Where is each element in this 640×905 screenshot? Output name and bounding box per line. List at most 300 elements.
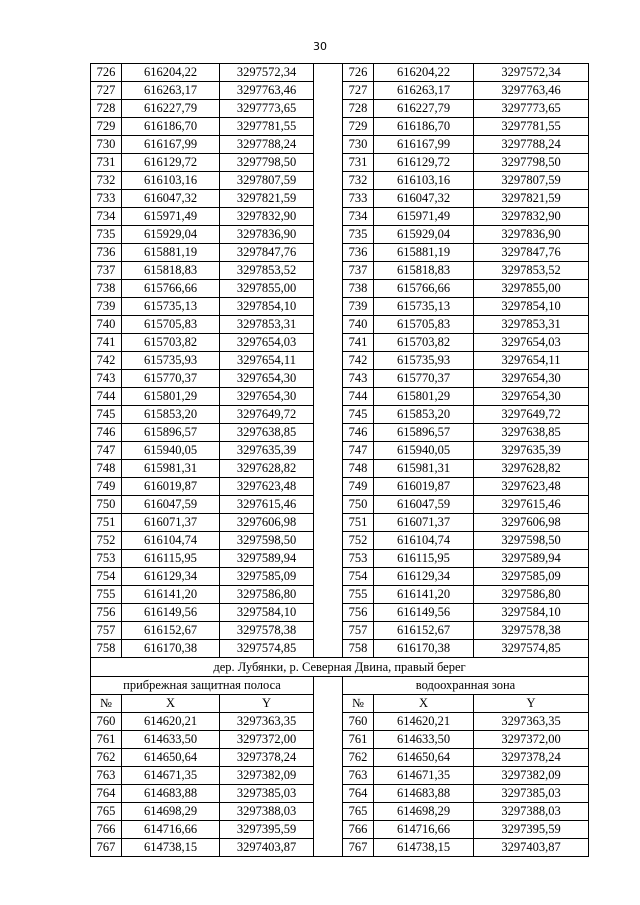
x-coordinate-right: 614683,88	[374, 785, 474, 803]
x-coordinate-right: 616019,87	[374, 478, 474, 496]
table-row	[91, 622, 589, 640]
point-number-right: 729	[343, 118, 374, 136]
column-gap	[314, 731, 343, 749]
x-coordinate-left: 616263,17	[122, 82, 220, 100]
x-coordinate-right: 615735,13	[374, 298, 474, 316]
x-coordinate-right: 615735,93	[374, 352, 474, 370]
point-number-left: 730	[91, 136, 122, 154]
coordinates-table	[90, 63, 589, 857]
point-number-right: 727	[343, 82, 374, 100]
column-gap	[314, 821, 343, 839]
y-coordinate-right: 3297598,50	[474, 532, 589, 550]
y-coordinate-right: 3297788,24	[474, 136, 589, 154]
x-coordinate-left: 615735,13	[122, 298, 220, 316]
y-coordinate-left: 3297372,00	[220, 731, 314, 749]
x-coordinate-left: 615801,29	[122, 388, 220, 406]
table-row	[91, 514, 589, 532]
column-gap	[314, 496, 343, 514]
x-coordinate-left: 615853,20	[122, 406, 220, 424]
point-number-right: 732	[343, 172, 374, 190]
point-number-left: 762	[91, 749, 122, 767]
y-coordinate-right: 3297623,48	[474, 478, 589, 496]
y-coordinate-left: 3297385,03	[220, 785, 314, 803]
point-number-left: 729	[91, 118, 122, 136]
y-coordinate-right: 3297798,50	[474, 154, 589, 172]
point-number-left: 733	[91, 190, 122, 208]
point-number-left: 738	[91, 280, 122, 298]
y-coordinate-right: 3297853,52	[474, 262, 589, 280]
y-coordinate-left: 3297606,98	[220, 514, 314, 532]
x-coordinate-right: 614698,29	[374, 803, 474, 821]
y-coordinate-left: 3297378,24	[220, 749, 314, 767]
page-number: 30	[313, 40, 327, 53]
point-number-left: 754	[91, 568, 122, 586]
x-coordinate-right: 616129,72	[374, 154, 474, 172]
y-coordinate-left: 3297763,46	[220, 82, 314, 100]
x-coordinate-left: 615735,93	[122, 352, 220, 370]
table-row	[91, 406, 589, 424]
table-row	[91, 208, 589, 226]
point-number-right: 754	[343, 568, 374, 586]
point-number-left: 727	[91, 82, 122, 100]
x-coordinate-left: 614671,35	[122, 767, 220, 785]
point-number-right: 741	[343, 334, 374, 352]
y-coordinate-right: 3297615,46	[474, 496, 589, 514]
y-coordinate-left: 3297578,38	[220, 622, 314, 640]
x-coordinate-right: 616263,17	[374, 82, 474, 100]
y-coordinate-right: 3297395,59	[474, 821, 589, 839]
y-coordinate-right: 3297385,03	[474, 785, 589, 803]
column-gap	[314, 208, 343, 226]
y-coordinate-left: 3297853,31	[220, 316, 314, 334]
x-coordinate-left: 616204,22	[122, 64, 220, 82]
header-x-right: X	[374, 695, 474, 713]
point-number-right: 756	[343, 604, 374, 622]
point-number-right: 736	[343, 244, 374, 262]
table-row	[91, 586, 589, 604]
header-x-left: X	[122, 695, 220, 713]
table-row	[91, 244, 589, 262]
table-row	[91, 568, 589, 586]
column-gap	[314, 677, 343, 695]
point-number-right: 762	[343, 749, 374, 767]
point-number-right: 760	[343, 713, 374, 731]
y-coordinate-right: 3297628,82	[474, 460, 589, 478]
y-coordinate-left: 3297847,76	[220, 244, 314, 262]
point-number-left: 751	[91, 514, 122, 532]
y-coordinate-right: 3297763,46	[474, 82, 589, 100]
point-number-right: 750	[343, 496, 374, 514]
table-row	[91, 352, 589, 370]
point-number-right: 742	[343, 352, 374, 370]
x-coordinate-left: 616104,74	[122, 532, 220, 550]
y-coordinate-left: 3297781,55	[220, 118, 314, 136]
point-number-right: 731	[343, 154, 374, 172]
table-row	[91, 821, 589, 839]
table-row	[91, 154, 589, 172]
x-coordinate-right: 616129,34	[374, 568, 474, 586]
x-coordinate-left: 614650,64	[122, 749, 220, 767]
x-coordinate-left: 616227,79	[122, 100, 220, 118]
x-coordinate-left: 615818,83	[122, 262, 220, 280]
y-coordinate-right: 3297574,85	[474, 640, 589, 658]
header-y-right: Y	[474, 695, 589, 713]
column-gap	[314, 298, 343, 316]
point-number-left: 745	[91, 406, 122, 424]
x-coordinate-left: 616071,37	[122, 514, 220, 532]
x-coordinate-left: 616019,87	[122, 478, 220, 496]
column-gap	[314, 803, 343, 821]
y-coordinate-left: 3297773,65	[220, 100, 314, 118]
table-row	[91, 731, 589, 749]
table-row	[91, 262, 589, 280]
table-row	[91, 82, 589, 100]
y-coordinate-right: 3297654,03	[474, 334, 589, 352]
column-gap	[314, 280, 343, 298]
x-coordinate-right: 616071,37	[374, 514, 474, 532]
header-num-left: №	[91, 695, 122, 713]
right-zone-title: водоохранная зона	[343, 677, 589, 695]
column-gap	[314, 568, 343, 586]
table-row	[91, 424, 589, 442]
table-row	[91, 604, 589, 622]
point-number-right: 744	[343, 388, 374, 406]
table-part-1	[91, 64, 589, 658]
table-row	[91, 370, 589, 388]
x-coordinate-right: 614620,21	[374, 713, 474, 731]
point-number-left: 728	[91, 100, 122, 118]
x-coordinate-right: 615853,20	[374, 406, 474, 424]
column-gap	[314, 622, 343, 640]
x-coordinate-right: 614738,15	[374, 839, 474, 857]
column-gap	[314, 316, 343, 334]
point-number-right: 743	[343, 370, 374, 388]
point-number-right: 765	[343, 803, 374, 821]
column-gap	[314, 713, 343, 731]
y-coordinate-left: 3297654,11	[220, 352, 314, 370]
x-coordinate-right: 615881,19	[374, 244, 474, 262]
table-row	[91, 442, 589, 460]
y-coordinate-left: 3297836,90	[220, 226, 314, 244]
x-coordinate-left: 615896,57	[122, 424, 220, 442]
table-row	[91, 460, 589, 478]
table-row	[91, 388, 589, 406]
column-gap	[314, 334, 343, 352]
point-number-left: 726	[91, 64, 122, 82]
y-coordinate-right: 3297378,24	[474, 749, 589, 767]
point-number-right: 751	[343, 514, 374, 532]
column-gap	[314, 767, 343, 785]
y-coordinate-left: 3297395,59	[220, 821, 314, 839]
column-gap	[314, 424, 343, 442]
column-gap	[314, 226, 343, 244]
point-number-right: 767	[343, 839, 374, 857]
table-row	[91, 532, 589, 550]
x-coordinate-right: 615981,31	[374, 460, 474, 478]
point-number-left: 757	[91, 622, 122, 640]
column-gap	[314, 118, 343, 136]
y-coordinate-left: 3297855,00	[220, 280, 314, 298]
y-coordinate-right: 3297821,59	[474, 190, 589, 208]
x-coordinate-right: 615703,82	[374, 334, 474, 352]
y-coordinate-right: 3297589,94	[474, 550, 589, 568]
y-coordinate-left: 3297382,09	[220, 767, 314, 785]
column-gap	[314, 478, 343, 496]
x-coordinate-left: 616170,38	[122, 640, 220, 658]
x-coordinate-right: 616141,20	[374, 586, 474, 604]
x-coordinate-right: 616204,22	[374, 64, 474, 82]
table-row	[91, 713, 589, 731]
x-coordinate-left: 615770,37	[122, 370, 220, 388]
y-coordinate-right: 3297807,59	[474, 172, 589, 190]
point-number-left: 755	[91, 586, 122, 604]
column-gap	[314, 154, 343, 172]
table-row	[91, 100, 589, 118]
y-coordinate-right: 3297372,00	[474, 731, 589, 749]
table-row	[91, 172, 589, 190]
table-row	[91, 478, 589, 496]
point-number-right: 745	[343, 406, 374, 424]
x-coordinate-left: 616186,70	[122, 118, 220, 136]
x-coordinate-right: 614633,50	[374, 731, 474, 749]
y-coordinate-right: 3297586,80	[474, 586, 589, 604]
column-gap	[314, 352, 343, 370]
x-coordinate-left: 616115,95	[122, 550, 220, 568]
point-number-right: 735	[343, 226, 374, 244]
y-coordinate-left: 3297363,35	[220, 713, 314, 731]
y-coordinate-left: 3297615,46	[220, 496, 314, 514]
y-coordinate-left: 3297584,10	[220, 604, 314, 622]
column-gap	[314, 749, 343, 767]
column-gap	[314, 190, 343, 208]
y-coordinate-left: 3297853,52	[220, 262, 314, 280]
y-coordinate-left: 3297821,59	[220, 190, 314, 208]
table-row	[91, 64, 589, 82]
point-number-left: 746	[91, 424, 122, 442]
x-coordinate-left: 614683,88	[122, 785, 220, 803]
table-row	[91, 496, 589, 514]
point-number-right: 748	[343, 460, 374, 478]
point-number-left: 767	[91, 839, 122, 857]
x-coordinate-left: 616129,34	[122, 568, 220, 586]
point-number-left: 731	[91, 154, 122, 172]
point-number-right: 734	[343, 208, 374, 226]
point-number-right: 753	[343, 550, 374, 568]
x-coordinate-left: 615971,49	[122, 208, 220, 226]
x-coordinate-right: 615770,37	[374, 370, 474, 388]
column-gap	[314, 442, 343, 460]
x-coordinate-right: 615801,29	[374, 388, 474, 406]
point-number-right: 730	[343, 136, 374, 154]
point-number-right: 758	[343, 640, 374, 658]
x-coordinate-left: 616047,32	[122, 190, 220, 208]
x-coordinate-right: 616047,32	[374, 190, 474, 208]
x-coordinate-right: 615766,66	[374, 280, 474, 298]
column-gap	[314, 82, 343, 100]
column-gap	[314, 695, 343, 713]
y-coordinate-right: 3297606,98	[474, 514, 589, 532]
header-num-right: №	[343, 695, 374, 713]
x-coordinate-right: 614716,66	[374, 821, 474, 839]
y-coordinate-right: 3297847,76	[474, 244, 589, 262]
point-number-left: 764	[91, 785, 122, 803]
point-number-left: 739	[91, 298, 122, 316]
table-row	[91, 803, 589, 821]
y-coordinate-left: 3297635,39	[220, 442, 314, 460]
point-number-right: 755	[343, 586, 374, 604]
column-gap	[314, 550, 343, 568]
y-coordinate-left: 3297654,30	[220, 388, 314, 406]
y-coordinate-left: 3297649,72	[220, 406, 314, 424]
y-coordinate-left: 3297798,50	[220, 154, 314, 172]
point-number-left: 761	[91, 731, 122, 749]
point-number-right: 746	[343, 424, 374, 442]
x-coordinate-right: 616152,67	[374, 622, 474, 640]
x-coordinate-right: 615896,57	[374, 424, 474, 442]
x-coordinate-right: 615818,83	[374, 262, 474, 280]
x-coordinate-left: 616047,59	[122, 496, 220, 514]
column-gap	[314, 640, 343, 658]
y-coordinate-left: 3297654,30	[220, 370, 314, 388]
point-number-left: 744	[91, 388, 122, 406]
point-number-right: 738	[343, 280, 374, 298]
x-coordinate-right: 616167,99	[374, 136, 474, 154]
y-coordinate-left: 3297807,59	[220, 172, 314, 190]
y-coordinate-left: 3297623,48	[220, 478, 314, 496]
x-coordinate-left: 616103,16	[122, 172, 220, 190]
point-number-right: 726	[343, 64, 374, 82]
point-number-right: 747	[343, 442, 374, 460]
y-coordinate-left: 3297832,90	[220, 208, 314, 226]
x-coordinate-left: 615929,04	[122, 226, 220, 244]
table-row	[91, 298, 589, 316]
column-gap	[314, 785, 343, 803]
x-coordinate-right: 614671,35	[374, 767, 474, 785]
point-number-left: 735	[91, 226, 122, 244]
x-coordinate-right: 616186,70	[374, 118, 474, 136]
y-coordinate-right: 3297855,00	[474, 280, 589, 298]
y-coordinate-right: 3297832,90	[474, 208, 589, 226]
point-number-left: 765	[91, 803, 122, 821]
table-row	[91, 785, 589, 803]
table-row	[91, 749, 589, 767]
x-coordinate-left: 614633,50	[122, 731, 220, 749]
y-coordinate-left: 3297598,50	[220, 532, 314, 550]
y-coordinate-right: 3297578,38	[474, 622, 589, 640]
point-number-right: 757	[343, 622, 374, 640]
y-coordinate-left: 3297586,80	[220, 586, 314, 604]
y-coordinate-right: 3297853,31	[474, 316, 589, 334]
column-gap	[314, 244, 343, 262]
point-number-right: 766	[343, 821, 374, 839]
x-coordinate-right: 616170,38	[374, 640, 474, 658]
y-coordinate-right: 3297635,39	[474, 442, 589, 460]
point-number-right: 739	[343, 298, 374, 316]
x-coordinate-left: 616152,67	[122, 622, 220, 640]
x-coordinate-right: 615929,04	[374, 226, 474, 244]
x-coordinate-right: 616047,59	[374, 496, 474, 514]
y-coordinate-right: 3297585,09	[474, 568, 589, 586]
point-number-left: 732	[91, 172, 122, 190]
y-coordinate-right: 3297854,10	[474, 298, 589, 316]
x-coordinate-right: 616115,95	[374, 550, 474, 568]
left-zone-title: прибрежная защитная полоса	[91, 677, 314, 695]
point-number-left: 743	[91, 370, 122, 388]
x-coordinate-left: 614698,29	[122, 803, 220, 821]
point-number-left: 749	[91, 478, 122, 496]
column-gap	[314, 514, 343, 532]
x-coordinate-left: 614620,21	[122, 713, 220, 731]
x-coordinate-right: 614650,64	[374, 749, 474, 767]
point-number-left: 748	[91, 460, 122, 478]
table-row	[91, 550, 589, 568]
point-number-left: 753	[91, 550, 122, 568]
table-row	[91, 136, 589, 154]
table-row	[91, 118, 589, 136]
column-gap	[314, 839, 343, 857]
y-coordinate-left: 3297654,03	[220, 334, 314, 352]
y-coordinate-right: 3297638,85	[474, 424, 589, 442]
point-number-left: 740	[91, 316, 122, 334]
x-coordinate-left: 616149,56	[122, 604, 220, 622]
table-row	[91, 334, 589, 352]
x-coordinate-right: 616149,56	[374, 604, 474, 622]
x-coordinate-left: 614716,66	[122, 821, 220, 839]
y-coordinate-left: 3297574,85	[220, 640, 314, 658]
point-number-left: 760	[91, 713, 122, 731]
column-gap	[314, 136, 343, 154]
point-number-left: 752	[91, 532, 122, 550]
point-number-right: 749	[343, 478, 374, 496]
x-coordinate-right: 616103,16	[374, 172, 474, 190]
y-coordinate-left: 3297628,82	[220, 460, 314, 478]
point-number-right: 752	[343, 532, 374, 550]
point-number-left: 756	[91, 604, 122, 622]
column-gap	[314, 100, 343, 118]
y-coordinate-left: 3297854,10	[220, 298, 314, 316]
column-gap	[314, 460, 343, 478]
point-number-right: 764	[343, 785, 374, 803]
point-number-right: 733	[343, 190, 374, 208]
table-row	[91, 280, 589, 298]
point-number-right: 737	[343, 262, 374, 280]
point-number-left: 737	[91, 262, 122, 280]
y-coordinate-right: 3297781,55	[474, 118, 589, 136]
y-coordinate-right: 3297382,09	[474, 767, 589, 785]
y-coordinate-left: 3297589,94	[220, 550, 314, 568]
y-coordinate-left: 3297572,34	[220, 64, 314, 82]
x-coordinate-left: 615766,66	[122, 280, 220, 298]
section-header	[91, 658, 589, 713]
column-gap	[314, 172, 343, 190]
point-number-left: 741	[91, 334, 122, 352]
table-part-2	[91, 713, 589, 857]
y-coordinate-left: 3297788,24	[220, 136, 314, 154]
point-number-left: 766	[91, 821, 122, 839]
header-y-left: Y	[220, 695, 314, 713]
y-coordinate-right: 3297403,87	[474, 839, 589, 857]
column-gap	[314, 262, 343, 280]
column-gap	[314, 388, 343, 406]
x-coordinate-right: 615705,83	[374, 316, 474, 334]
x-coordinate-left: 616141,20	[122, 586, 220, 604]
y-coordinate-left: 3297403,87	[220, 839, 314, 857]
table-row	[91, 640, 589, 658]
point-number-right: 761	[343, 731, 374, 749]
y-coordinate-right: 3297836,90	[474, 226, 589, 244]
y-coordinate-right: 3297388,03	[474, 803, 589, 821]
x-coordinate-left: 615703,82	[122, 334, 220, 352]
